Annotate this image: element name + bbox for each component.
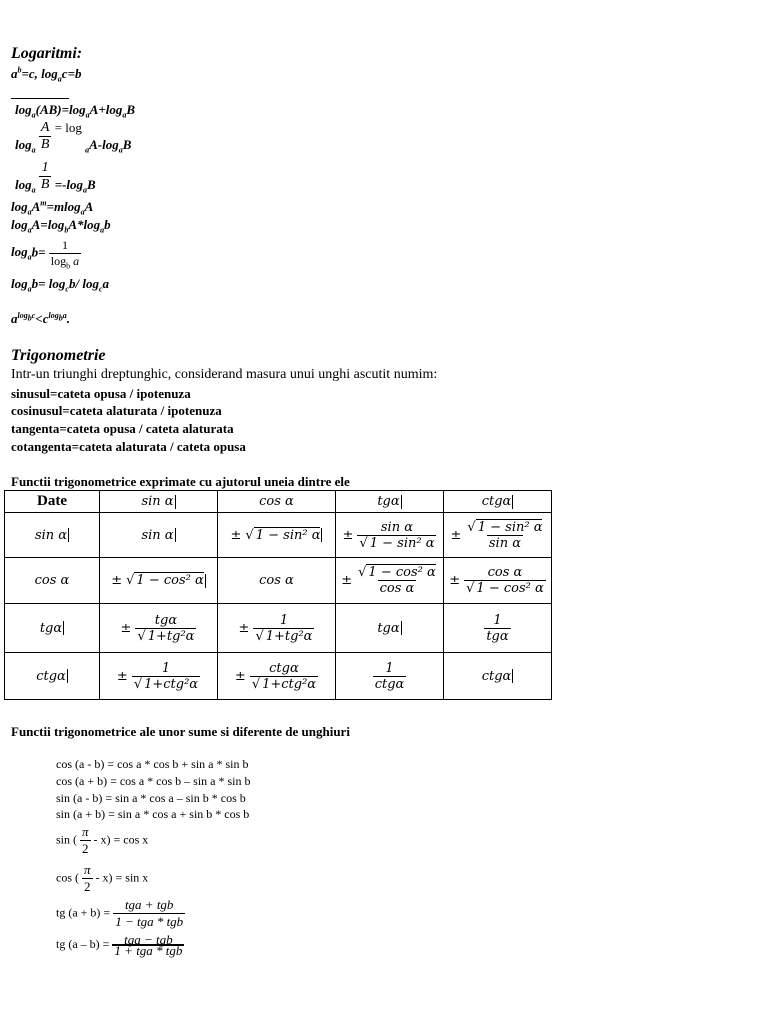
formula-tg-sum: tg (a + b) = $\frac{\text{tga + tgb}}{\text{1 − tga * tgb}}$ xyxy=(56,897,184,929)
trigonometry-title: Trigonometrie xyxy=(11,347,106,364)
log-exponent-swap: $a^{log_bc}<c^{log_ba}$. xyxy=(11,310,70,326)
cell-tg-ctg: $\frac{1}{\text{tgα}}$ xyxy=(444,604,552,653)
cell-ctg-sin: ± $\frac{1}{\text{√ 1+ctg²α}}$ xyxy=(100,653,218,700)
row-label-ctg: ctgα xyxy=(5,653,100,700)
log-definition: $a^b=c$, $\log_ac=b$ xyxy=(11,65,82,84)
table-title: Functii trigonometrice exprimate cu ajutorul uneia dintre ele xyxy=(11,474,350,489)
header-sin: sin α xyxy=(100,491,218,513)
formula-sin-complement: sin ( $\frac{\pi}{2}$ - x) = cos x xyxy=(56,824,149,856)
cell-sin-cos: ± √ 1 − sin² α xyxy=(218,513,336,558)
cell-cos-cos: cos α xyxy=(218,558,336,604)
sums-title: Functii trigonometrice ale unor sume si diferente de unghiuri xyxy=(11,724,350,739)
cell-ctg-cos: ± $\frac{\text{ctgα}}{\text{√ 1+ctg²α}}$ xyxy=(218,653,336,700)
tangent-definition: tangenta=cateta opusa / cateta alaturata xyxy=(11,421,234,436)
cell-sin-tg: ± $\frac{\text{sin α}}{\text{√ 1 − sin² α}}$ xyxy=(336,513,444,558)
cell-tg-sin: ± $\frac{\text{tgα}}{\text{√ 1+tg²α}}$ xyxy=(100,604,218,653)
row-label-sin: sin α xyxy=(5,513,100,558)
cell-cos-tg: ± $\frac{\text{√ 1 − cos² α}}{\text{cos α}}$ xyxy=(336,558,444,604)
formula-sin-diff: sin (a - b) = sin a * cos a – sin b * cos b xyxy=(56,791,246,805)
table-row xyxy=(5,513,552,558)
header-cos: cos α xyxy=(218,491,336,513)
formula-tg-diff: tg (a – b) = $\frac{\text{tga − tgb}}{\text{1 + tga * tgb}}$ xyxy=(56,932,183,958)
formula-cos-diff: cos (a - b) = cos a * cos b + sin a * sin b xyxy=(56,757,249,771)
log-chain-rule: $\log_aA=\log_bA*\log_ab$ xyxy=(11,217,111,235)
log-power-rule: $\log_aA^m=mlog_aA$ xyxy=(11,198,94,217)
log-quotient-rule: $\log_a$ $\frac{A}{B}$ = $\log _aA-\log_aB$ xyxy=(15,120,132,155)
header-ctg: ctgα xyxy=(444,491,552,513)
log-inverse-rule: $\log_ab=$ $\frac{1}{\log_b a}$ xyxy=(11,238,80,271)
cotangent-definition: cotangenta=cateta alaturata / cateta opusa xyxy=(11,439,246,454)
cell-ctg-ctg: ctgα xyxy=(444,653,552,700)
header-tg: tgα xyxy=(336,491,444,513)
log-change-of-base: $\log_ab= \log_cb/$ $\log_ca$ xyxy=(11,276,110,294)
trig-conversion-table xyxy=(4,490,552,700)
cell-cos-ctg: ± $\frac{\text{cos α}}{\text{√ 1 − cos² α}}$ xyxy=(444,558,552,604)
cell-ctg-tg: $\frac{1}{\text{ctgα}}$ xyxy=(336,653,444,700)
formula-sin-sum: sin (a + b) = sin a * cos a + sin b * cos b xyxy=(56,807,250,821)
logarithms-title: Logaritmi: xyxy=(11,45,83,62)
divider xyxy=(11,98,69,99)
table-row xyxy=(5,558,552,604)
cell-sin-sin: sin α xyxy=(100,513,218,558)
cell-cos-sin: ± √ 1 − cos² α xyxy=(100,558,218,604)
cell-tg-tg: tgα xyxy=(336,604,444,653)
log-product-rule: $\log_a(AB)=\log_aA+\log_aB$ xyxy=(15,102,136,120)
table-row xyxy=(5,653,552,700)
cell-sin-ctg: ± $\frac{\text{√ 1 − sin² α}}{\text{sin α}}$ xyxy=(444,513,552,558)
formula-cos-complement: cos ( $\frac{\pi}{2}$ - x) = sin x xyxy=(56,862,149,894)
row-label-cos: cos α xyxy=(5,558,100,604)
row-label-tg: tgα xyxy=(5,604,100,653)
sine-definition: sinusul=cateta opusa / ipotenuza xyxy=(11,386,191,401)
table-row xyxy=(5,604,552,653)
formula-cos-sum: cos (a + b) = cos a * cos b – sin a * sin b xyxy=(56,774,251,788)
trig-intro: Intr-un triunghi dreptunghic, considerand masura unui unghi ascutit numim: xyxy=(11,367,438,382)
table-header-row xyxy=(5,491,552,513)
log-reciprocal-rule: $\log_a$ $\frac{1}{B}$ $=-\log_aB$ xyxy=(15,160,96,195)
cosine-definition: cosinusul=cateta alaturata / ipotenuza xyxy=(11,403,222,418)
header-date: Date xyxy=(5,491,100,513)
cell-tg-cos: ± $\frac{1}{\text{√ 1+tg²α}}$ xyxy=(218,604,336,653)
